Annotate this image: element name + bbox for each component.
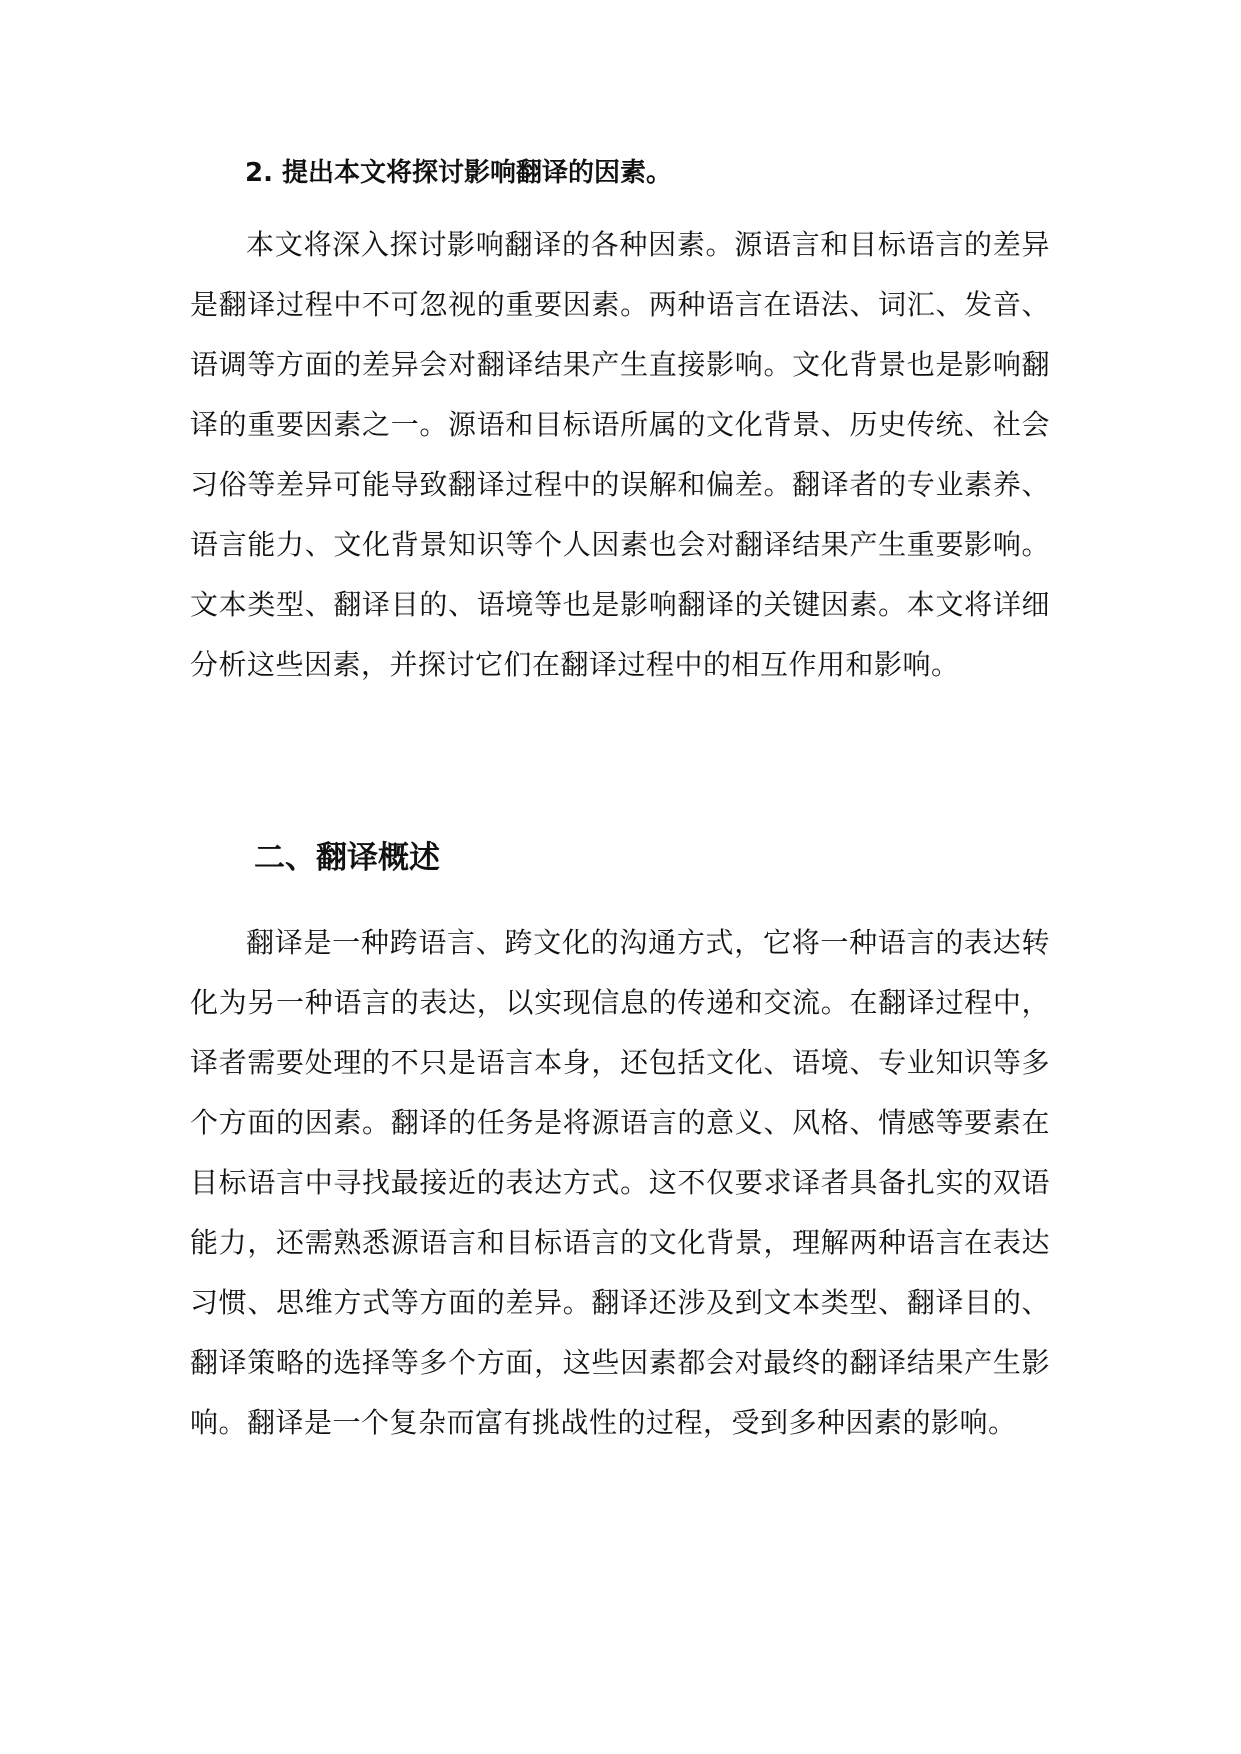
subheading: 2. 提出本文将探讨影响翻译的因素。 <box>245 158 673 188</box>
section-heading: 二、翻译概述 <box>254 840 440 876</box>
body-paragraph: 翻译是一种跨语言、跨文化的沟通方式，它将一种语言的表达转化为另一种语言的表达，以实现信息的传递和交流。在翻译过程中，译者需要处理的不只是语言本身，还包括文化、语境、专业知识等多个方面的因素。翻译的任务是将源语言的意义、风格、情感等要素在目标语言中寻找最接近的表达方式。这不仅要求译者具备扎实的双语能力，还需熟悉源语言和目标语言的文化背景，理解两种语言在表达习惯、思维方式等方面的差异。翻译还涉及到文本类型、翻译目的、翻译策略的选择等多个方面，这些因素都会对最终的翻译结果产生影响。翻译是一个复杂而富有挑战性的过程，受到多种因素的影响。 <box>190 926 1050 1439</box>
body-paragraph: 本文将深入探讨影响翻译的各种因素。源语言和目标语言的差异是翻译过程中不可忽视的重要因素。两种语言在语法、词汇、发音、语调等方面的差异会对翻译结果产生直接影响。文化背景也是影响翻译的重要因素之一。源语和目标语所属的文化背景、历史传统、社会习俗等差异可能导致翻译过程中的误解和偏差。翻译者的专业素养、语言能力、文化背景知识等个人因素也会对翻译结果产生重要影响。文本类型、翻译目的、语境等也是影响翻译的关键因素。本文将详细分析这些因素，并探讨它们在翻译过程中的相互作用和影响。 <box>190 228 1050 681</box>
